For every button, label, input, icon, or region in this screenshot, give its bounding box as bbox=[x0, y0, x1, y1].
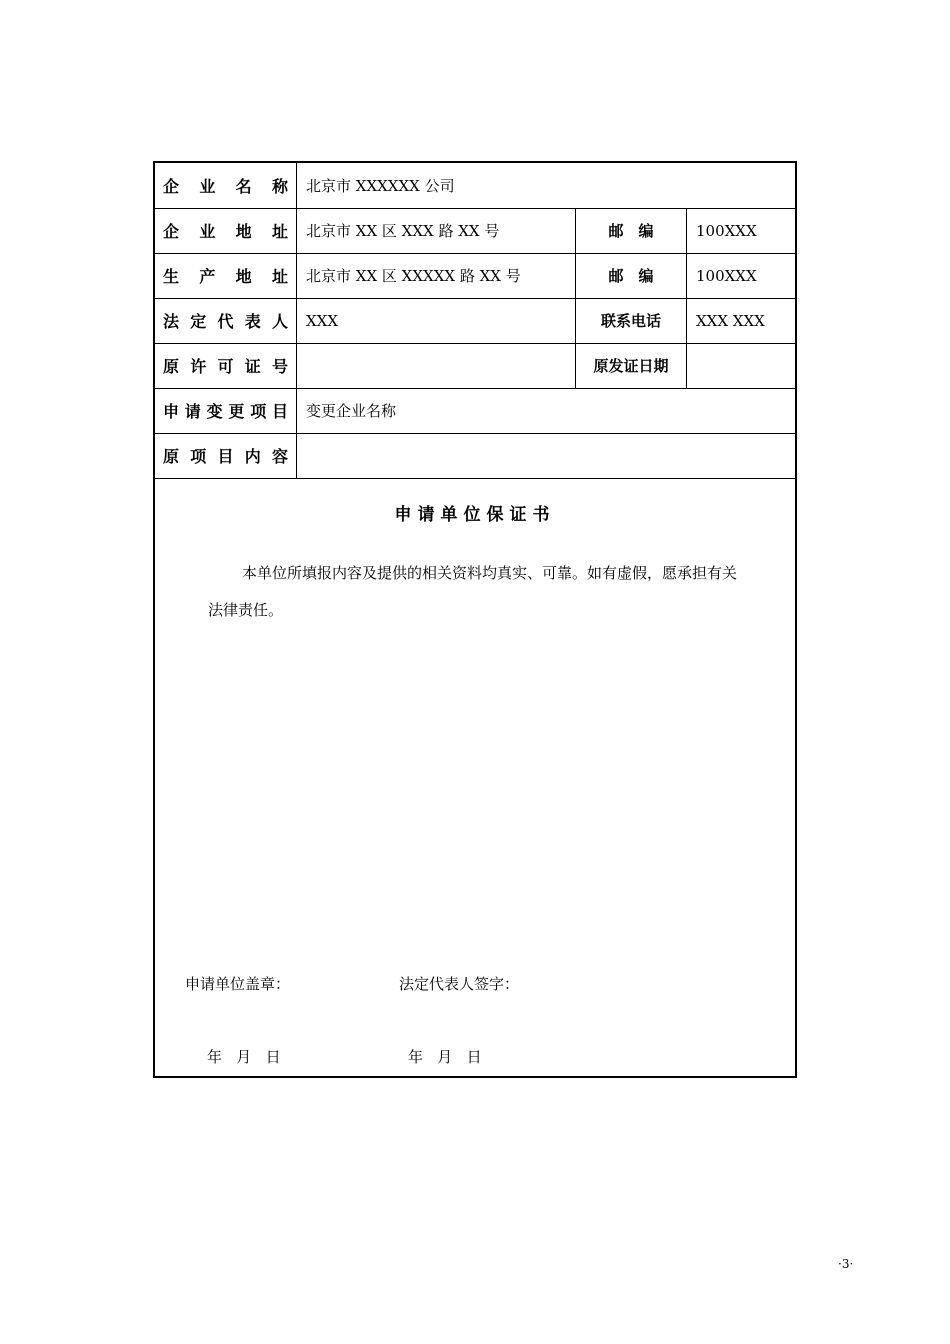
signature-label: 法定代表人签字： bbox=[399, 975, 520, 993]
label-postcode-2: 邮 编 bbox=[576, 253, 687, 298]
row-company-name bbox=[155, 163, 795, 209]
page-number: ·3· bbox=[838, 1257, 854, 1271]
value-issue-date bbox=[687, 343, 795, 388]
value-change-item: 变更企业名称 bbox=[306, 402, 397, 420]
label-issue-date: 原发证日期 bbox=[576, 343, 687, 388]
label-company-name: 企业名称 bbox=[163, 177, 288, 196]
signature-date: 年 月 日 bbox=[408, 1048, 482, 1066]
seal-date: 年 月 日 bbox=[207, 1048, 281, 1066]
value-license-no bbox=[297, 343, 576, 388]
label-license-no: 原许可证号 bbox=[163, 357, 288, 376]
value-postcode-1: 100XXX bbox=[696, 221, 757, 240]
label-original-content: 原项目内容 bbox=[163, 447, 288, 466]
value-production-address: 北京市 XX 区 XXXXX 路 XX 号 bbox=[297, 253, 576, 298]
application-form bbox=[153, 161, 797, 1078]
seal-label: 申请单位盖章： bbox=[185, 975, 291, 993]
label-phone: 联系电话 bbox=[576, 298, 687, 343]
label-company-address: 企业地址 bbox=[163, 222, 288, 241]
label-legal-rep: 法定代表人 bbox=[163, 312, 288, 331]
row-production-address bbox=[155, 253, 795, 299]
value-postcode-2: 100XXX bbox=[696, 266, 757, 285]
guarantee-section bbox=[155, 479, 795, 1076]
value-phone: XXX XXX bbox=[696, 311, 765, 330]
value-legal-rep: XXX bbox=[297, 298, 576, 343]
value-company-name: 北京市 XXXXXX 公司 bbox=[306, 177, 455, 195]
label-postcode-1: 邮 编 bbox=[576, 208, 687, 253]
row-change-item bbox=[155, 388, 795, 434]
value-company-address: 北京市 XX 区 XXX 路 XX 号 bbox=[297, 208, 576, 253]
row-license-no bbox=[155, 343, 795, 389]
value-original-content bbox=[297, 433, 795, 478]
row-legal-rep bbox=[155, 298, 795, 344]
label-change-item: 申请变更项目 bbox=[163, 402, 288, 421]
guarantee-title: 申请单位保证书 bbox=[394, 505, 556, 525]
label-production-address: 生产地址 bbox=[163, 267, 288, 286]
guarantee-body: 本单位所填报内容及提供的相关资料均真实、可靠。如有虚假，愿承担有关法律责任。 bbox=[208, 564, 738, 619]
row-company-address bbox=[155, 208, 795, 254]
row-original-content bbox=[155, 433, 795, 479]
